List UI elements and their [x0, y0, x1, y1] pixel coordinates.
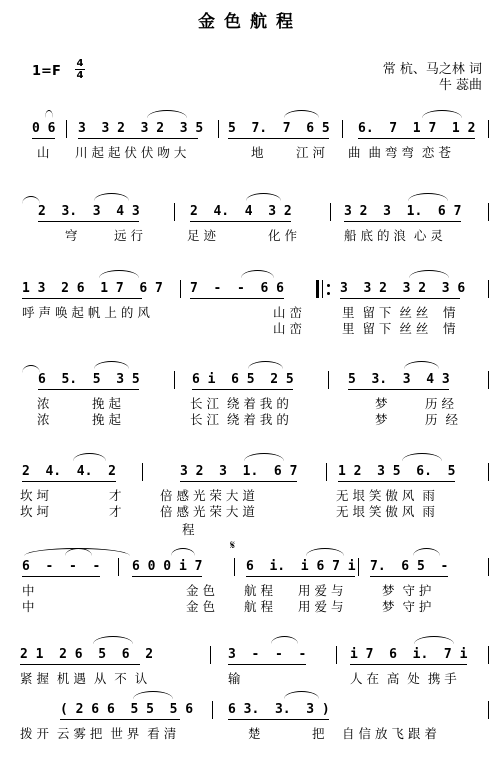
note-group: 5 7. 7 6 5 — [228, 121, 330, 136]
slur — [133, 691, 173, 699]
lyric-verse-1: 用 爱 与 — [298, 583, 344, 598]
repeat-dot — [327, 284, 330, 287]
note-group: 6 5. 5 3 5 — [38, 372, 140, 387]
beam-line — [78, 138, 198, 139]
beam-line — [38, 389, 139, 390]
note-group: 3 3 2 3 2 3 6 — [340, 281, 466, 296]
barline — [488, 646, 489, 664]
note-group: 3 2 3 1. 6 7 — [344, 204, 462, 219]
barline — [218, 120, 219, 138]
beam-line — [132, 576, 202, 577]
lyric-verse-1: 把 — [312, 726, 325, 741]
note-group: 6 3. 3. 3 ) — [228, 702, 330, 717]
note-group: 7. 6 5 - — [370, 559, 449, 574]
beam-line — [344, 221, 461, 222]
barline — [174, 371, 175, 389]
slur — [244, 453, 284, 461]
barline — [330, 203, 331, 221]
barline — [180, 280, 181, 298]
note-group: ( 2 6 6 5 5 5 6 — [60, 702, 194, 717]
beam-line — [340, 298, 460, 299]
segno-sign: 𝄋 — [230, 538, 236, 552]
beam-line — [190, 298, 284, 299]
lyric-tail: 程 — [182, 522, 195, 537]
lyric-verse-2: 浓 — [37, 412, 50, 427]
time-signature — [74, 58, 86, 81]
lyric-verse-2: 才 — [109, 504, 122, 519]
lyric-verse-2: 中 — [22, 599, 35, 614]
slur — [147, 110, 187, 118]
lyric-verse-1: 梦 守 护 — [382, 583, 432, 598]
lyric-verse-2: 航 程 — [244, 599, 273, 614]
slur — [45, 110, 53, 118]
lyric-verse-1: 船 底 的 浪 心 灵 — [344, 228, 443, 243]
lyric-verse-1: 无 垠 笑 傲 风 雨 — [336, 488, 435, 503]
composer-credit: 牛 蕊曲 — [438, 78, 482, 93]
lyric-verse-2: 梦 守 护 — [382, 599, 432, 614]
slur — [404, 361, 439, 369]
barline — [328, 371, 329, 389]
barline — [488, 203, 489, 221]
barline — [210, 646, 211, 664]
beam-line — [190, 221, 291, 222]
lyric-verse-1: 输 — [228, 671, 241, 686]
slur — [94, 361, 129, 369]
beam-line — [228, 664, 306, 665]
lyric-verse-1: 紧 握 机 遇 从 不 认 — [20, 671, 148, 686]
slur — [414, 636, 454, 644]
slur — [306, 548, 344, 556]
lyric-verse-1: 山 峦 — [273, 305, 302, 320]
lyric-verse-2: 长 江 绕 着 我 的 — [190, 412, 289, 427]
note-group: 6 - - - — [22, 559, 101, 574]
barline — [336, 646, 337, 664]
lyric-verse-1: 呼 声 唤 起 帆 上 的 风 — [22, 305, 150, 320]
key-signature: 1=F — [32, 64, 61, 79]
beam-line — [38, 221, 139, 222]
lyric-verse-2: 无 垠 笑 傲 风 雨 — [336, 504, 435, 519]
note-group: 3 - - - — [228, 647, 307, 662]
lyric-verse-1: 挽 起 — [92, 396, 121, 411]
lyric-verse-2: 倍 感 光 荣 大 道 — [160, 504, 255, 519]
lyric-verse-1: 历 经 — [425, 396, 454, 411]
lyric-verse-1: 长 江 绕 着 我 的 — [190, 396, 289, 411]
time-signature-top: 4 — [76, 58, 84, 69]
lyric-verse-2: 梦 — [375, 412, 388, 427]
lyric-verse-1: 坎 坷 — [20, 488, 49, 503]
note-group: 2 4. 4. 2 — [22, 464, 116, 479]
beam-line — [348, 389, 449, 390]
slur — [413, 548, 440, 556]
lyric-verse-1: 江 河 — [296, 145, 325, 160]
barline — [118, 558, 119, 576]
beam-line — [358, 138, 475, 139]
repeat-sign — [316, 280, 319, 298]
slur — [99, 270, 139, 278]
barline — [488, 280, 489, 298]
barline — [488, 701, 489, 719]
note-group: 6. 7 1 7 1 2 — [358, 121, 476, 136]
beam-line — [370, 576, 448, 577]
barline — [174, 203, 175, 221]
lyric-verse-1: 情 — [443, 305, 456, 320]
beam-line — [228, 138, 329, 139]
lyric-verse-2: 情 — [443, 321, 456, 336]
lyric-verse-1: 化 作 — [268, 228, 297, 243]
note-group: 6 i 6 5 2 5 — [192, 372, 294, 387]
note-group: 1 3 2 6 1 7 6 7 — [22, 281, 163, 296]
lyric-verse-1: 金 色 — [186, 583, 215, 598]
beam-line — [228, 719, 329, 720]
slur — [171, 548, 196, 556]
lyric-verse-2: 里 留 下 丝 丝 — [342, 321, 429, 336]
barline — [342, 120, 343, 138]
beam-line — [180, 481, 297, 482]
song-title: 金色航程 — [198, 12, 302, 32]
note-group: 3 2 3 1. 6 7 — [180, 464, 298, 479]
barline — [234, 558, 235, 576]
barline — [488, 371, 489, 389]
barline — [488, 558, 489, 576]
lyric-verse-1: 自 信 放 飞 跟 着 — [342, 726, 437, 741]
lyric-verse-2: 山 峦 — [273, 321, 302, 336]
beam-line — [60, 719, 180, 720]
long-slur — [24, 548, 130, 556]
note-group: 6 i. i 6 7 i — [246, 559, 356, 574]
slur — [284, 691, 319, 699]
beam-line — [20, 664, 140, 665]
note-group: 0 6 — [32, 121, 56, 136]
beam-line — [246, 576, 355, 577]
note-group: 7 - - 6 6 — [190, 281, 284, 296]
slur — [94, 193, 129, 201]
note-group: 2 1 2 6 5 6 2 — [20, 647, 154, 662]
note-group: 6 0 0 i 7 — [132, 559, 203, 574]
barline — [66, 120, 67, 138]
lyric-verse-1: 里 留 下 丝 丝 — [342, 305, 429, 320]
slur — [93, 636, 133, 644]
long-slur — [22, 196, 40, 204]
lyric-verse-1: 楚 — [248, 726, 261, 741]
lyric-verse-1: 远 行 — [114, 228, 143, 243]
lyric-verse-1: 梦 — [375, 396, 388, 411]
slur — [248, 361, 283, 369]
lyric-verse-1: 才 — [109, 488, 122, 503]
lyric-verse-2: 坎 坷 — [20, 504, 49, 519]
slur — [402, 453, 442, 461]
lyric-verse-2: 用 爱 与 — [298, 599, 344, 614]
slur — [246, 193, 281, 201]
slur — [73, 453, 106, 461]
beam-line — [32, 138, 55, 139]
lyric-verse-1: 中 — [22, 583, 35, 598]
repeat-thin-line — [322, 280, 323, 298]
slur — [284, 110, 319, 118]
lyric-verse-1: 倍 感 光 荣 大 道 — [160, 488, 255, 503]
lyric-verse-2: 历 经 — [425, 412, 458, 427]
long-slur — [22, 365, 40, 373]
note-group: i 7 6 i. 7 i — [350, 647, 468, 662]
lyric-verse-1: 穹 — [65, 228, 78, 243]
lyricist-credit: 常 杭、马之林 词 — [382, 62, 482, 77]
lyric-verse-2: 挽 起 — [92, 412, 121, 427]
lyric-verse-1: 山 — [37, 145, 50, 160]
slur — [271, 636, 298, 644]
lyric-verse-1: 人 在 高 处 携 手 — [350, 671, 457, 686]
lyric-verse-1: 足 迹 — [187, 228, 216, 243]
slur — [241, 270, 274, 278]
barline — [488, 120, 489, 138]
slur — [408, 193, 448, 201]
lyric-verse-1: 地 — [251, 145, 264, 160]
slur — [422, 110, 462, 118]
beam-line — [22, 481, 116, 482]
note-group: 2 4. 4 3 2 — [190, 204, 292, 219]
time-signature-bottom: 4 — [76, 70, 84, 81]
barline — [488, 463, 489, 481]
beam-line — [350, 664, 467, 665]
beam-line — [338, 481, 455, 482]
barline — [142, 463, 143, 481]
lyric-verse-1: 拨 开 云 雾 把 世 界 看 清 — [20, 726, 177, 741]
note-group: 5 3. 3 4 3 — [348, 372, 450, 387]
lyric-verse-2: 金 色 — [186, 599, 215, 614]
slur — [409, 270, 449, 278]
note-group: 1 2 3 5 6. 5 — [338, 464, 456, 479]
barline — [326, 463, 327, 481]
lyric-verse-1: 浓 — [37, 396, 50, 411]
lyric-verse-1: 川 起 起 伏 伏 吻 大 — [75, 145, 187, 160]
beam-line — [22, 298, 142, 299]
barline — [358, 558, 359, 576]
repeat-dot — [327, 292, 330, 295]
beam-line — [192, 389, 293, 390]
barline — [212, 701, 213, 719]
beam-line — [22, 576, 100, 577]
note-group: 3 3 2 3 2 3 5 — [78, 121, 204, 136]
lyric-verse-1: 曲 曲 弯 弯 恋 苍 — [348, 145, 451, 160]
note-group: 2 3. 3 4 3 — [38, 204, 140, 219]
lyric-verse-1: 航 程 — [244, 583, 273, 598]
